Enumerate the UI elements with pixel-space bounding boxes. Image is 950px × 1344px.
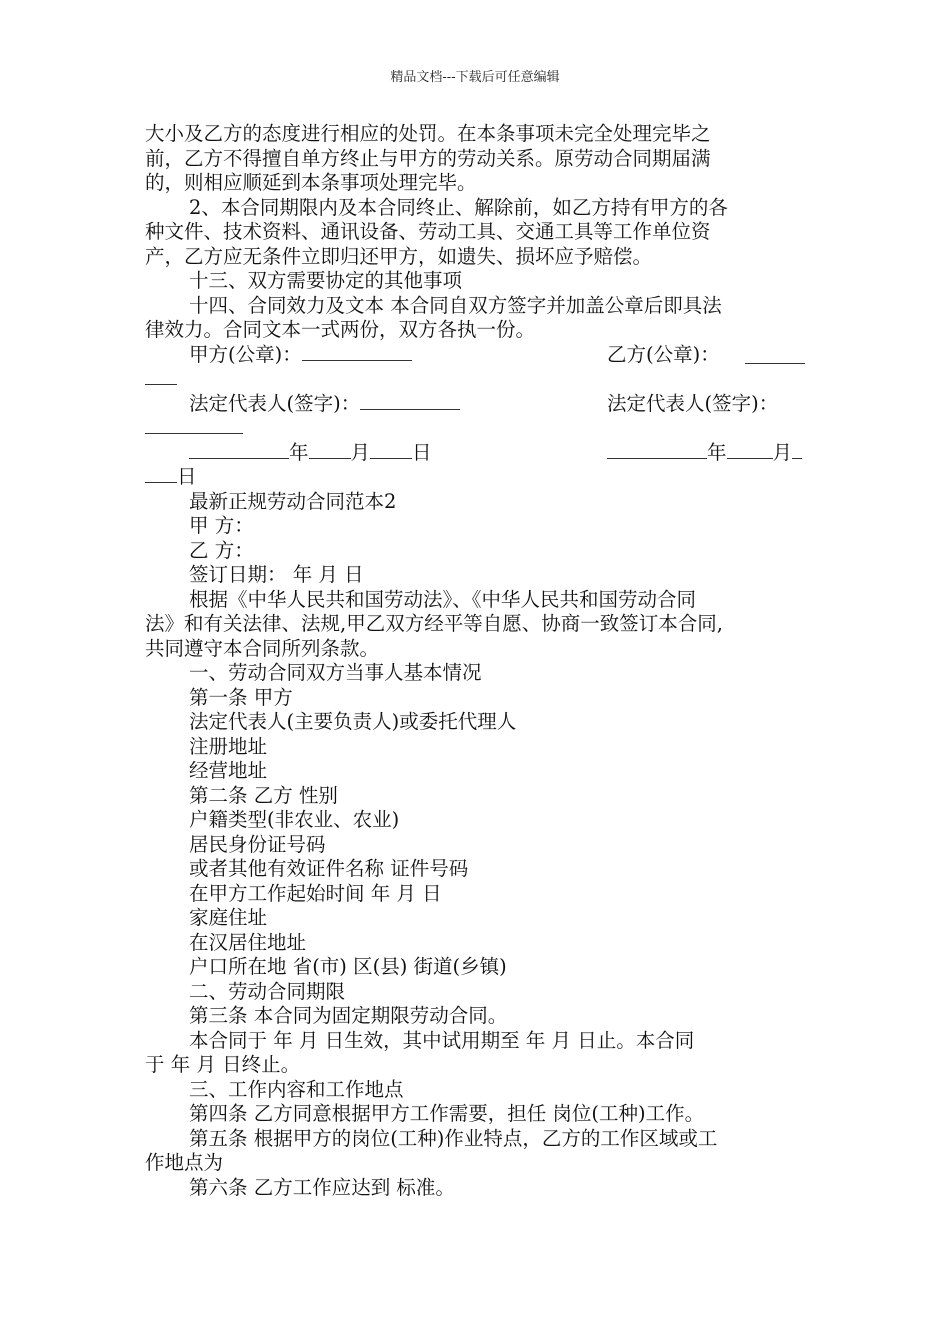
document-title: 最新正规劳动合同范本2 xyxy=(189,489,397,513)
article-line: 第二条 乙方 性别 xyxy=(189,783,338,807)
paragraph-line: 法》和有关法律、法规,甲乙双方经平等自愿、协商一致签订本合同, xyxy=(145,612,723,635)
party-a-seal-blank xyxy=(302,344,412,361)
rep-b-label: 法定代表人(签字)： xyxy=(607,391,779,415)
day-a-label: 日 xyxy=(412,440,432,464)
document-body xyxy=(145,122,810,1200)
rep-a-blank xyxy=(360,393,460,410)
article-line: 第六条 乙方工作应达到 标准。 xyxy=(189,1175,455,1199)
field-line: 在甲方工作起始时间 年 月 日 xyxy=(189,881,442,905)
paragraph-line: 的，则相应顺延到本条事项处理完毕。 xyxy=(145,171,477,194)
seal-row-wrap xyxy=(145,367,810,392)
page-header: 精品文档---下载后可任意编辑 xyxy=(390,70,560,85)
field-line: 家庭住址 xyxy=(189,906,268,929)
paragraph-line: 于 年 月 日终止。 xyxy=(145,1053,301,1076)
paragraph-line: 根据《中华人民共和国劳动法》、《中华人民共和国劳动合同 xyxy=(189,587,697,611)
paragraph-line: 大小及乙方的态度进行相应的处罚。在本条事项未完全处理完毕之 xyxy=(145,122,711,145)
paragraph-line: 律效力。合同文本一式两份，双方各执一份。 xyxy=(145,318,536,341)
party-b-seal-blank xyxy=(745,347,805,364)
party-b-seal-label: 乙方(公章)： xyxy=(607,342,720,366)
paragraph-line: 共同遵守本合同所列条款。 xyxy=(145,636,380,660)
field-line: 经营地址 xyxy=(189,759,268,782)
article-line: 第一条 甲方 xyxy=(189,685,293,709)
field-line: 户籍类型(非农业、农业) xyxy=(189,808,400,831)
month-b-label: 月 xyxy=(772,440,793,464)
field-line: 法定代表人(主要负责人)或委托代理人 xyxy=(189,710,517,733)
date-row-wrap xyxy=(145,465,810,490)
year-a-label: 年 xyxy=(289,440,309,464)
month-b-blank xyxy=(727,442,773,459)
field-line: 在汉居住地址 xyxy=(189,930,307,954)
field-line: 户口所在地 省(市) 区(县) 街道(乡镇) xyxy=(189,955,507,978)
day-b-blank-cont xyxy=(145,466,177,483)
year-a-blank xyxy=(189,442,289,459)
section-heading: 三、工作内容和工作地点 xyxy=(189,1077,404,1101)
year-b-blank xyxy=(607,442,707,459)
paragraph-line: 产，乙方应无条件立即归还甲方，如遗失、损坏应予赔偿。 xyxy=(145,244,653,268)
sign-date-line: 签订日期： 年 月 日 xyxy=(189,563,364,586)
rep-a-label: 法定代表人(签字)： xyxy=(189,391,361,415)
article-line: 第四条 乙方同意根据甲方工作需要，担任 岗位(工种)工作。 xyxy=(189,1102,705,1125)
article-line: 第三条 本合同为固定期限劳动合同。 xyxy=(189,1004,508,1027)
section-heading: 一、劳动合同双方当事人基本情况 xyxy=(189,661,482,684)
year-b-label: 年 xyxy=(707,440,727,464)
field-line: 或者其他有效证件名称 证件号码 xyxy=(189,857,469,880)
day-a-blank xyxy=(370,442,412,459)
paragraph-line: 2、本合同期限内及本合同终止、解除前，如乙方持有甲方的各 xyxy=(189,195,728,219)
paragraph-line: 本合同于 年 月 日生效，其中试用期至 年 月 日止。本合同 xyxy=(189,1028,695,1052)
seal-row xyxy=(145,343,810,368)
paragraph-line: 作地点为 xyxy=(145,1151,224,1174)
section-heading: 十三、双方需要协定的其他事项 xyxy=(189,269,463,292)
party-a-line: 甲 方： xyxy=(189,514,254,537)
field-line: 居民身份证号码 xyxy=(189,832,326,856)
rep-row xyxy=(145,392,810,417)
date-row xyxy=(145,441,810,466)
party-a-seal-label: 甲方(公章)： xyxy=(189,342,302,366)
paragraph-line: 种文件、技术资料、通讯设备、劳动工具、交通工具等工作单位资 xyxy=(145,220,711,243)
paragraph-line: 前，乙方不得擅自单方终止与甲方的劳动关系。原劳动合同期届满 xyxy=(145,146,711,170)
rep-row-wrap xyxy=(145,416,810,441)
rep-b-blank xyxy=(145,419,243,434)
date-b xyxy=(607,441,802,466)
month-a-blank xyxy=(309,442,351,459)
day-b-label: 日 xyxy=(177,465,197,488)
day-b-blank xyxy=(792,442,802,459)
paragraph-line: 十四、合同效力及文本 本合同自双方签字并加盖公章后即具法 xyxy=(189,293,722,317)
party-b-seal-blank-cont xyxy=(145,370,177,385)
section-heading: 二、劳动合同期限 xyxy=(189,979,346,1003)
party-b-line: 乙 方： xyxy=(189,538,254,562)
month-a-label: 月 xyxy=(350,440,371,464)
article-line: 第五条 根据甲方的岗位(工种)作业特点，乙方的工作区域或工 xyxy=(189,1126,718,1150)
field-line: 注册地址 xyxy=(189,734,268,758)
